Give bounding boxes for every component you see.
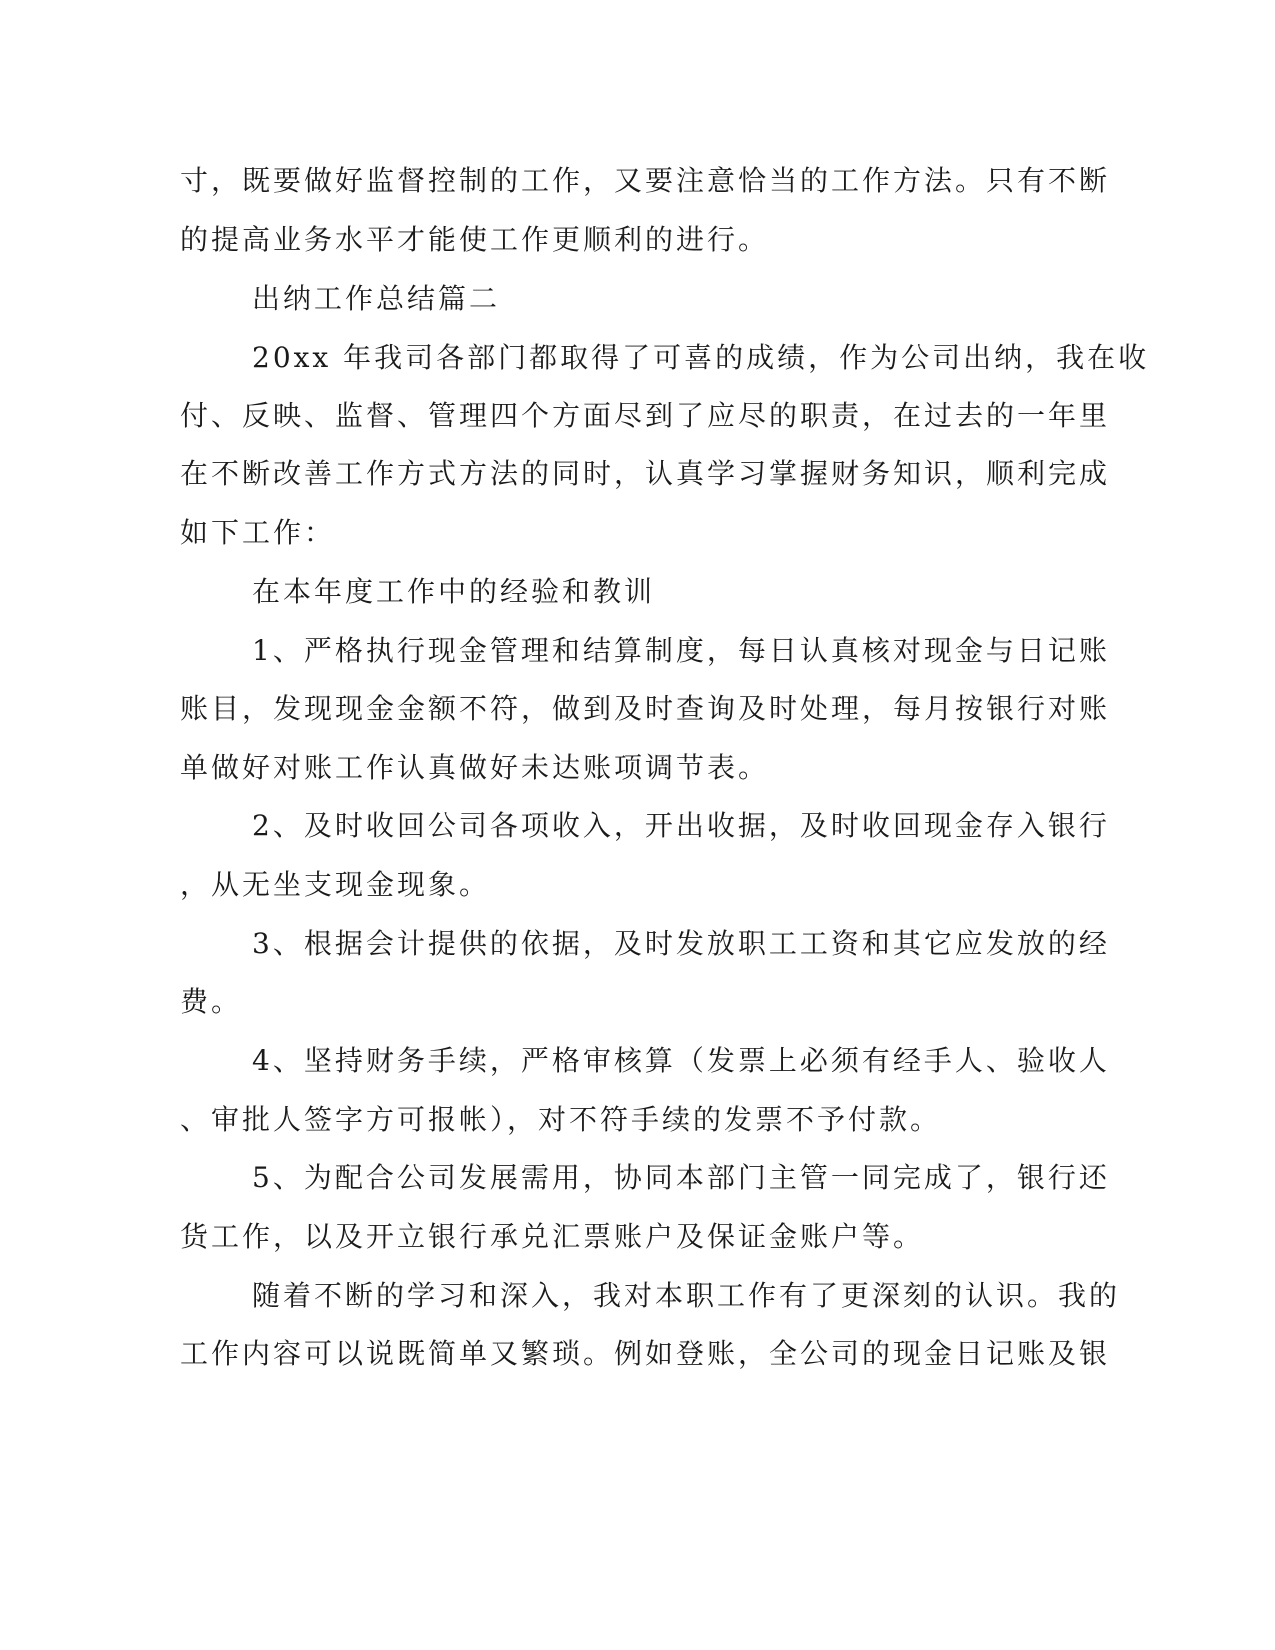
text-line: 寸，既要做好监督控制的工作，又要注意恰当的工作方法。只有不断 (180, 164, 1111, 197)
text-line: ，从无坐支现金现象。 (180, 868, 491, 901)
text-line: 在不断改善工作方式方法的同时，认真学习掌握财务知识，顺利完成 (180, 457, 1111, 490)
text-line: 的提高业务水平才能使工作更顺利的进行。 (180, 223, 770, 256)
list-item: 2、及时收回公司各项收入，开出收据，及时收回现金存入银行 (252, 809, 1110, 842)
text-line: 如下工作： (180, 516, 336, 549)
text-line: 付、反映、监督、管理四个方面尽到了应尽的职责，在过去的一年里 (180, 399, 1111, 432)
text-line: 、审批人签字方可报帐），对不符手续的发票不予付款。 (180, 1103, 942, 1136)
text-line: 货工作，以及开立银行承兑汇票账户及保证金账户等。 (180, 1220, 925, 1253)
text-line: 账目，发现现金金额不符，做到及时查询及时处理，每月按银行对账 (180, 692, 1111, 725)
text-line: 20xx 年我司各部门都取得了可喜的成绩，作为公司出纳，我在收 (252, 341, 1150, 374)
paragraph-start: 随着不断的学习和深入，我对本职工作有了更深刻的认识。我的 (252, 1279, 1121, 1312)
text-line: 工作内容可以说既简单又繁琐。例如登账，全公司的现金日记账及银 (180, 1337, 1111, 1370)
list-item: 5、为配合公司发展需用，协同本部门主管一同完成了，银行还 (252, 1161, 1110, 1194)
subheading: 在本年度工作中的经验和教训 (252, 575, 656, 608)
text-line: 费。 (180, 985, 243, 1018)
text-line: 单做好对账工作认真做好未达账项调节表。 (180, 751, 770, 784)
list-item: 4、坚持财务手续，严格审核算（发票上必须有经手人、验收人 (252, 1044, 1110, 1077)
list-item: 3、根据会计提供的依据，及时发放职工工资和其它应发放的经 (252, 927, 1110, 960)
section-heading: 出纳工作总结篇二 (252, 282, 501, 315)
list-item: 1、严格执行现金管理和结算制度，每日认真核对现金与日记账 (252, 634, 1110, 667)
